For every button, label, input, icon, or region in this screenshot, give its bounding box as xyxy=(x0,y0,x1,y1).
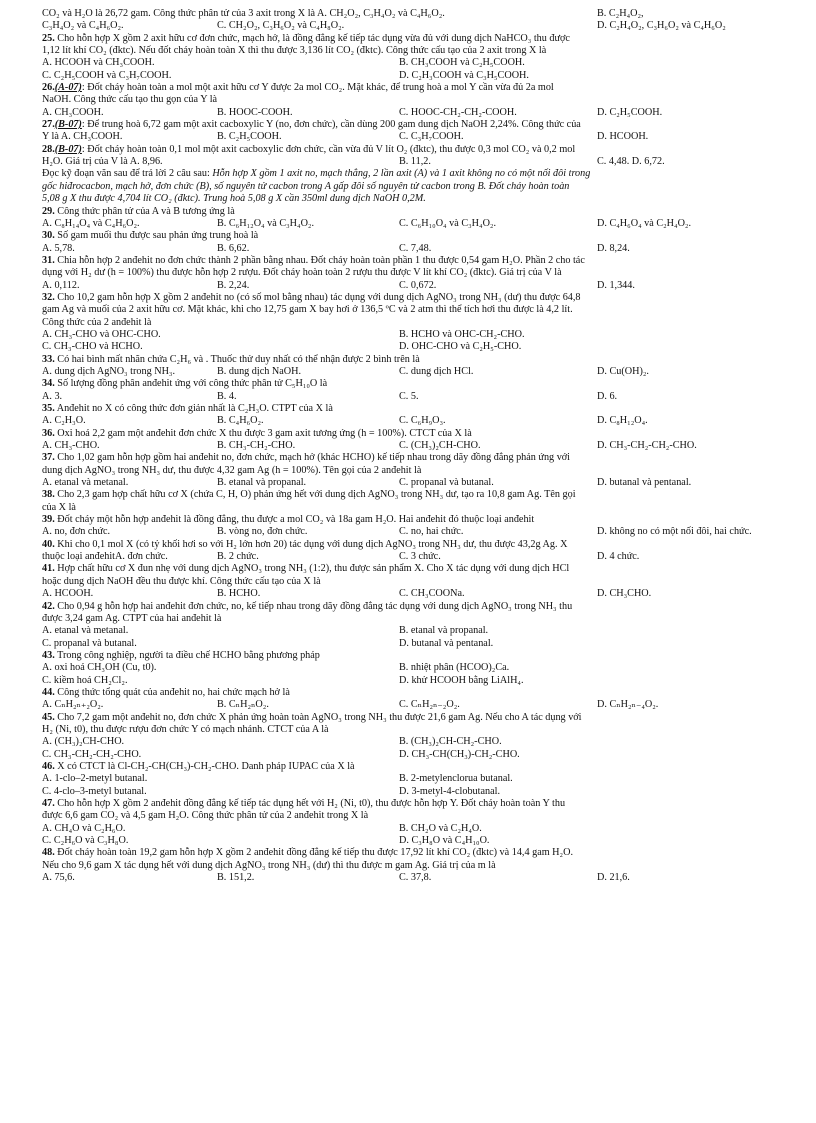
question-line xyxy=(42,428,776,440)
answer-option: D. butanal và pentanal. xyxy=(399,637,494,649)
question-line xyxy=(42,206,776,218)
question-number: 39. xyxy=(42,514,55,526)
question-line xyxy=(42,82,776,94)
answer-options-row xyxy=(42,329,776,341)
answer-option: C. CH₂O₂, C₃H₆O₂ và C₄H₈O₂. xyxy=(217,20,345,32)
answer-option: B. C₂H₅COOH. xyxy=(217,131,282,143)
answer-option: D. HCOOH. xyxy=(597,131,649,143)
answer-options-row xyxy=(42,415,776,427)
question-text: : Để trung hoà 6,72 gam một axit cacboxylic Y (no, đơn chức), cần dùng 200 gam dung dịch NaOH 2,24%. Công thức của xyxy=(81,119,581,131)
question-line xyxy=(42,847,776,859)
question-number: 43. xyxy=(42,649,55,661)
answer-option: D. CH₃-CH₂-CH₂-CHO. xyxy=(597,440,697,452)
answer-option: D. 1,344. xyxy=(597,279,635,291)
answer-option: C. C₂H₆O và C₃H₈O. xyxy=(42,835,129,847)
answer-option: D. CₙH₂ₙ₋₄O₂. xyxy=(597,699,659,711)
answer-option: B. 151,2. xyxy=(217,872,255,884)
question-text: Đốt cháy một hỗn hợp anđehit là đồng đẳng, thu được a mol CO₂ và 18a gam H₂O. Hai anđehit đó thuộc loại anđehit xyxy=(54,514,535,526)
text-line xyxy=(42,168,776,180)
question-text: Số lượng đồng phân anđehit ứng với công thức phân tử C₅H₁₀O là xyxy=(54,378,328,390)
answer-option: B. HOOC-COOH. xyxy=(217,106,293,118)
question-text: gam Ag và muối của 2 axit hữu cơ. Mặt khác, khi cho 12,75 gam X bay hơi ở 136,5 ºC và 2 atm thì thể tích hơi thu được là 4,2 lít. xyxy=(42,304,573,316)
answer-options-row xyxy=(42,280,776,292)
exam-source: (B-07) xyxy=(54,143,82,155)
answer-option: D. C₈H₁₂O₄. xyxy=(597,415,648,427)
question-number: 45. xyxy=(42,711,55,723)
italic-passage: 5,08 g X thu được 4,704 lít CO₂ (đktc). Trung hoà 5,08 g X cần 350ml dung dịch NaOH 0,2M. xyxy=(42,193,426,205)
answer-option: A. C₂H₃O. xyxy=(42,415,86,427)
text-line xyxy=(42,502,776,514)
answer-option: Y là A. CH₃COOH. xyxy=(42,131,123,143)
answer-option: C. propanal và butanal. xyxy=(42,637,137,649)
question-number: 31. xyxy=(42,254,55,266)
answer-option: C. 4-clo–3-metyl butanal. xyxy=(42,785,147,797)
answer-option: B. HCHO và OHC-CH₂-CHO. xyxy=(399,328,525,340)
question-text: : Đốt cháy hoàn toàn 0,1 mol một axit cacboxylic đơn chức, cần vừa đủ V lít O₂ (đktc), thu được 0,3 mol CO₂ và 0,2 mol xyxy=(81,143,576,155)
answer-option: B. vòng no, đơn chức. xyxy=(217,526,308,538)
question-text: được 6,6 gam CO₂ và 4,5 gam H₂O. Công thức phân tử của 2 anđehit trong X là xyxy=(42,810,369,822)
question-text: Cho 1,02 gam hỗn hợp gồm hai anđehit no, đơn chức, mạch hở (khác HCHO) kế tiếp nhau trong dãy đồng đẳng phản ứng với xyxy=(54,452,571,464)
answer-option: B. etanal và propanal. xyxy=(217,477,307,489)
answer-options-row xyxy=(42,8,776,20)
answer-option: D. Cu(OH)₂. xyxy=(597,365,649,377)
answer-option: C. CₙH₂ₙ₋₂O₂. xyxy=(399,699,460,711)
question-number: 40. xyxy=(42,538,55,550)
answer-option: C. propanal và butanal. xyxy=(399,477,494,489)
answer-option: C. (CH₃)₂CH-CHO. xyxy=(399,440,481,452)
answer-option: B. HCHO. xyxy=(217,588,261,600)
answer-option: A. CH₄O và C₂H₆O. xyxy=(42,822,126,834)
answer-options-row xyxy=(42,749,776,761)
question-text: của X là xyxy=(42,501,76,513)
question-text: Công thức của 2 anđehit là xyxy=(42,316,152,328)
question-number: 29. xyxy=(42,205,55,217)
question-line xyxy=(42,489,776,501)
answer-option: H₂O. Giá trị của V là A. 8,96. xyxy=(42,156,163,168)
answer-options-row xyxy=(42,526,776,538)
answer-option: D. OHC-CHO và C₂H₅-CHO. xyxy=(399,341,522,353)
question-line xyxy=(42,798,776,810)
question-text: : Đốt cháy hoàn toàn a mol một axit hữu cơ Y được 2a mol CO₂. Mặt khác, để trung hoà a mol Y cần vừa đủ 2a mol xyxy=(81,82,554,94)
text-line xyxy=(42,317,776,329)
question-number: 46. xyxy=(42,760,55,772)
answer-option: A. C₈H₁₄O₄ và C₄H₆O₂. xyxy=(42,217,140,229)
answer-options-row xyxy=(42,70,776,82)
answer-options-row xyxy=(42,440,776,452)
question-line xyxy=(42,33,776,45)
answer-option: C. no, hai chức. xyxy=(399,526,464,538)
question-number: 35. xyxy=(42,403,55,414)
answer-options-row xyxy=(42,835,776,847)
question-number: 42. xyxy=(42,600,55,612)
answer-option: D. C₂H₄O₂, C₃H₆O₂ và C₄H₆O₂ xyxy=(597,20,726,32)
question-text: Cho hỗn hợp X gồm 2 axit hữu cơ đơn chức, mạch hở, là đồng đẳng kế tiếp tác dụng vừa đủ với dung dịch NaHCO₃ thu được xyxy=(54,32,570,44)
text-line xyxy=(42,181,776,193)
answer-option: A. oxi hoá CH₃OH (Cu, t0). xyxy=(42,662,157,674)
answer-option: B. 2-metylenclorua butanal. xyxy=(399,773,513,785)
answer-option: A. HCOOH và CH₃COOH. xyxy=(42,57,155,69)
question-line xyxy=(42,514,776,526)
question-number: 27. xyxy=(42,119,55,131)
answer-options-row xyxy=(42,872,776,884)
answer-option: B. CH₃-CH₂-CHO. xyxy=(217,440,296,452)
answer-option: C. 37,8. xyxy=(399,872,432,884)
question-text: dụng với H₂ dư (h = 100%) thu được hỗn hợp 2 rượu. Đốt cháy hoàn toàn 2 rượu thu được V lít khí CO₂ (đktc). Giá trị của V là xyxy=(42,267,562,279)
question-text: Cho 2,3 gam hợp chất hữu cơ X (chứa C, H, O) phản ứng hết với dung dịch AgNO₃ trong NH₃ dư, tạo ra 10,8 gam Ag. Tên gọi xyxy=(54,489,576,501)
answer-options-row xyxy=(42,218,776,230)
question-text: NaOH. Công thức cấu tạo thu gọn của Y là xyxy=(42,94,218,106)
question-number: 44. xyxy=(42,686,55,698)
answer-options-row xyxy=(42,243,776,255)
question-line xyxy=(42,403,776,415)
question-line xyxy=(42,354,776,366)
answer-options-row xyxy=(42,391,776,403)
question-line xyxy=(42,378,776,390)
answer-option: C. C₂H₅COOH và C₃H₇COOH. xyxy=(42,69,172,81)
answer-option: A. dung dịch AgNO₃ trong NH₃. xyxy=(42,365,176,377)
question-number: 37. xyxy=(42,452,55,464)
answer-options-row xyxy=(42,131,776,143)
answer-option: C. 4,48. D. 6,72. xyxy=(597,156,665,168)
question-text: Công thức phân tử của A và B tương ứng là xyxy=(54,205,235,217)
question-text: H₂ (Ni, t0), thu được rượu đơn chức Y có mạch nhánh. CTCT của A là xyxy=(42,723,329,735)
answer-option: A. 75,6. xyxy=(42,872,75,884)
text-line xyxy=(42,810,776,822)
question-number: 36. xyxy=(42,427,55,439)
answer-option: C. CH₃-CH₂-CH₂-CHO. xyxy=(42,748,142,760)
question-text: Anđehit no X có công thức đơn giản nhất là C₂H₃O. CTPT của X là xyxy=(54,403,333,414)
answer-option: B. nhiệt phân (HCOO)₂Ca. xyxy=(399,662,510,674)
answer-option: C₃H₄O₂ và C₄H₆O₂. xyxy=(42,20,124,32)
answer-option: A. 5,78. xyxy=(42,242,75,254)
question-line xyxy=(42,712,776,724)
text-line xyxy=(42,94,776,106)
answer-option: B. 6,62. xyxy=(217,242,250,254)
answer-option: D. 4 chức. xyxy=(597,551,640,563)
answer-options-row xyxy=(42,638,776,650)
question-text: Hợp chất hữu cơ X đun nhẹ với dung dịch AgNO₃ trong NH₃ (1:2), thu được sản phẩm X. Cho X tác dụng với dung dịch HCl xyxy=(54,563,570,575)
answer-option: D. khử HCOOH bằng LiAlH₄. xyxy=(399,674,524,686)
answer-option: C. kiềm hoá CH₂Cl₂. xyxy=(42,674,128,686)
answer-option: C. HOOC-CH₂-CH₂-COOH. xyxy=(399,106,517,118)
question-number: 47. xyxy=(42,798,55,809)
question-line xyxy=(42,650,776,662)
question-number: 30. xyxy=(42,230,55,242)
question-number: 41. xyxy=(42,563,55,575)
question-text: Đốt cháy hoàn toàn 19,2 gam hỗn hợp X gồm 2 anđehit đồng đẳng kế tiếp thu được 17,92 lít khí CO₂ (đktc) và 14,4 gam H₂O. xyxy=(54,847,573,859)
question-text: X có CTCT là Cl-CH₂-CH(CH₃)-CH₂-CHO. Danh pháp IUPAC của X là xyxy=(54,760,355,772)
question-number: 28. xyxy=(42,143,55,155)
question-line xyxy=(42,687,776,699)
answer-options-row xyxy=(42,699,776,711)
answer-option: B. 4. xyxy=(217,390,237,402)
italic-passage: gốc hiđrocacbon, mạch hở, đơn chức (B), số nguyên tử cacbon trong A gấp đôi số nguyên tử cacbon trong B. Đốt cháy hoàn toàn xyxy=(42,180,570,192)
answer-options-row xyxy=(42,773,776,785)
answer-options-row xyxy=(42,675,776,687)
answer-options-row xyxy=(42,366,776,378)
answer-option: A. no, đơn chức. xyxy=(42,526,111,538)
answer-options-row xyxy=(42,477,776,489)
answer-option: C. C₃H₇COOH. xyxy=(399,131,464,143)
answer-option: C. dung dịch HCl. xyxy=(399,365,474,377)
answer-option: A. CH₃-CHO và OHC-CHO. xyxy=(42,328,161,340)
answer-option: D. C₃H₈O và C₄H₁₀O. xyxy=(399,835,490,847)
question-number: 25. xyxy=(42,32,55,44)
question-text: Cho 10,2 gam hỗn hợp X gồm 2 anđehit no (có số mol bằng nhau) tác dụng với dung dịch AgNO₃ trong NH₃ (dư) thu được 64,8 xyxy=(54,291,581,303)
question-text: Nếu cho 9,6 gam X tác dụng hết với dung dịch AgNO₃ trong NH₃ (dư) thì thu được m gam Ag. Giá trị của m là xyxy=(42,859,496,871)
question-text: Cho 7,2 gam một anđehit no, đơn chức X phản ứng hoàn toàn AgNO₃ trong NH₃ thu được 21,6 gam Ag. Nếu cho A tác dụng với xyxy=(54,711,582,723)
answer-option: A. CH₃COOH. xyxy=(42,106,104,118)
question-line xyxy=(42,761,776,773)
question-text: Chia hỗn hợp 2 anđehit no đơn chức thành 2 phần bằng nhau. Đốt cháy hoàn toàn phần 1 thu được 0,54 gam H₂O. Phần 2 cho tác xyxy=(54,254,585,266)
text-line xyxy=(42,860,776,872)
question-line xyxy=(42,292,776,304)
answer-option: A. CₙH₂ₙ₊₂O₂. xyxy=(42,699,104,711)
question-text: Công thức tổng quát của anđehit no, hai chức mạch hở là xyxy=(54,686,290,698)
answer-option: D. CH₃CHO. xyxy=(597,588,652,600)
answer-option: A. (CH₃)₂CH-CHO. xyxy=(42,736,125,748)
exam-source: (B-07) xyxy=(54,119,82,131)
answer-option: B. CₙH₂ₙO₂. xyxy=(217,699,269,711)
answer-options-row xyxy=(42,20,776,32)
answer-option: A. CH₃-CHO. xyxy=(42,440,100,452)
answer-options-row xyxy=(42,551,776,563)
question-number: 48. xyxy=(42,847,55,859)
answer-option: A. 3. xyxy=(42,390,63,402)
answer-option: B. 2,24. xyxy=(217,279,250,291)
question-text: hoặc dung dịch NaOH đều thu được khí. Công thức cấu tạo của X là xyxy=(42,575,321,587)
question-number: 32. xyxy=(42,291,55,303)
answer-option: B. C₄H₆O₂. xyxy=(217,415,264,427)
question-line xyxy=(42,601,776,613)
text-line xyxy=(42,576,776,588)
question-number: 34. xyxy=(42,378,55,390)
exam-source: (A-07) xyxy=(54,82,82,94)
answer-options-row xyxy=(42,107,776,119)
text-line xyxy=(42,193,776,205)
answer-option: A. etanal và metanal. xyxy=(42,477,129,489)
question-text: Có hai bình mất nhãn chứa C₂H₆ và . Thuốc thử duy nhất có thể nhận được 2 bình trên là xyxy=(54,353,420,365)
answer-options-row xyxy=(42,625,776,637)
answer-option: B. CH₂O và C₂H₄O. xyxy=(399,822,482,834)
text-line xyxy=(42,267,776,279)
answer-option: C. 3 chức. xyxy=(399,551,441,563)
answer-option: D. C₄H₆O₄ và C₂H₄O₂. xyxy=(597,217,692,229)
answer-option: B. 11,2. xyxy=(399,156,431,168)
answer-option: A. 0,112. xyxy=(42,279,80,291)
question-text: Cho 0,94 g hỗn hợp hai anđehit đơn chức, no, kế tiếp nhau trong dãy đồng đẳng tác dụng với dung dịch AgNO₃ trong NH₃ thu xyxy=(54,600,573,612)
answer-options-row xyxy=(42,341,776,353)
answer-options-row xyxy=(42,786,776,798)
answer-option: C. C₆H₁₀O₄ và C₃H₄O₂. xyxy=(399,217,497,229)
question-line xyxy=(42,230,776,242)
answer-options-row xyxy=(42,588,776,600)
answer-option: B. (CH₃)₂CH-CH₂-CHO. xyxy=(399,736,502,748)
question-line xyxy=(42,539,776,551)
question-number: 33. xyxy=(42,353,55,365)
question-line xyxy=(42,452,776,464)
text-line xyxy=(42,45,776,57)
text-line xyxy=(42,465,776,477)
answer-option: D. 6. xyxy=(597,390,618,402)
answer-option: C. CH₃COONa. xyxy=(399,588,465,600)
question-line xyxy=(42,563,776,575)
answer-option: C. CH₃-CHO và HCHO. xyxy=(42,341,143,353)
answer-option: D. C₂H₃COOH và C₃H₅COOH. xyxy=(399,69,529,81)
text-line xyxy=(42,304,776,316)
answer-option: A. HCOOH. xyxy=(42,588,94,600)
answer-options-row xyxy=(42,823,776,835)
answer-options-row xyxy=(42,662,776,674)
question-text: 1,12 lít khí CO₂ (đktc). Nếu đốt cháy hoàn toàn X thì thu được 3,136 lít CO₂ (đktc). Công thức cấu tạo của 2 axit trong X là xyxy=(42,45,547,57)
question-text: Đọc kỹ đoạn văn sau để trả lời 2 câu sau: xyxy=(42,168,213,180)
answer-option: B. 2 chức. xyxy=(217,551,259,563)
answer-option: D. C₂H₅COOH. xyxy=(597,106,663,118)
question-text: Trong công nghiệp, người ta điều chế HCHO bằng phương pháp xyxy=(54,649,320,661)
question-line xyxy=(42,119,776,131)
question-text: dung dịch AgNO₃ trong NH₃ dư, thu được 4,32 gam Ag (h = 100%). Tên gọi của 2 anđehit là xyxy=(42,464,422,476)
answer-options-row xyxy=(42,57,776,69)
answer-options-row xyxy=(42,736,776,748)
text-line xyxy=(42,613,776,625)
answer-option: B. dung dịch NaOH. xyxy=(217,365,302,377)
answer-option: C. 7,48. xyxy=(399,242,432,254)
question-text: Cho hỗn hợp X gồm 2 anđehit đồng đẳng kế tiếp tác dụng hết với H₂ (Ni, t0), thu được hỗn hợp Y. Đốt cháy hoàn toàn Y thu xyxy=(54,798,566,809)
question-number: 38. xyxy=(42,489,55,501)
answer-option: D. butanal và pentanal. xyxy=(597,477,692,489)
question-number: 26. xyxy=(42,82,55,94)
italic-passage: Hỗn hợp X gồm 1 axit no, mạch thẳng, 2 lần axit (A) và 1 axit không no có một nối đôi trong xyxy=(212,168,591,180)
answer-option: A. etanal và metanal. xyxy=(42,625,129,637)
answer-option: D. không no có một nối đôi, hai chức. xyxy=(597,526,752,538)
answer-options-row xyxy=(42,156,776,168)
answer-option: B. CH₃COOH và C₂H₅COOH. xyxy=(399,57,525,69)
answer-option: D. CH₃-CH(CH₃)-CH₂-CHO. xyxy=(399,748,520,760)
answer-option: thuộc loại anđehitA. đơn chức. xyxy=(42,551,168,563)
question-text: được 3,24 gam Ag. CTPT của hai anđehit là xyxy=(42,612,222,624)
answer-option: C. 0,672. xyxy=(399,279,437,291)
question-line xyxy=(42,144,776,156)
text-line xyxy=(42,724,776,736)
question-text: Số gam muối thu được sau phản ứng trung hoà là xyxy=(54,230,259,242)
answer-option: B. C₂H₄O₂, xyxy=(597,8,644,19)
answer-option: D. 21,6. xyxy=(597,872,630,884)
answer-option: A. 1-clo–2-metyl butanal. xyxy=(42,773,148,785)
answer-option: D. 8,24. xyxy=(597,242,630,254)
answer-option: C. 5. xyxy=(399,390,419,402)
answer-option: C. C₆H₉O₃. xyxy=(399,415,446,427)
answer-option: B. etanal và propanal. xyxy=(399,625,489,637)
answer-option: B. C₆H₁₂O₄ và C₃H₄O₂. xyxy=(217,217,315,229)
question-text: Khi cho 0,1 mol X (có tỷ khối hơi so với H₂ lớn hơn 20) tác dụng với dung dịch AgNO₃ trong NH₃ dư, thu được 43,2g Ag. X xyxy=(54,538,568,550)
answer-option: CO₂ và H₂O là 26,72 gam. Công thức phân tử của 3 axit trong X là A. CH₂O₂, C₃H₄O₂ và C₄H₆O₂. xyxy=(42,8,445,19)
answer-option: D. 3-metyl-4-clobutanal. xyxy=(399,785,500,797)
question-line xyxy=(42,255,776,267)
question-text: Oxi hoá 2,2 gam một anđehit đơn chức X thu được 3 gam axit tương ứng (h = 100%). CTCT của X là xyxy=(54,427,472,439)
